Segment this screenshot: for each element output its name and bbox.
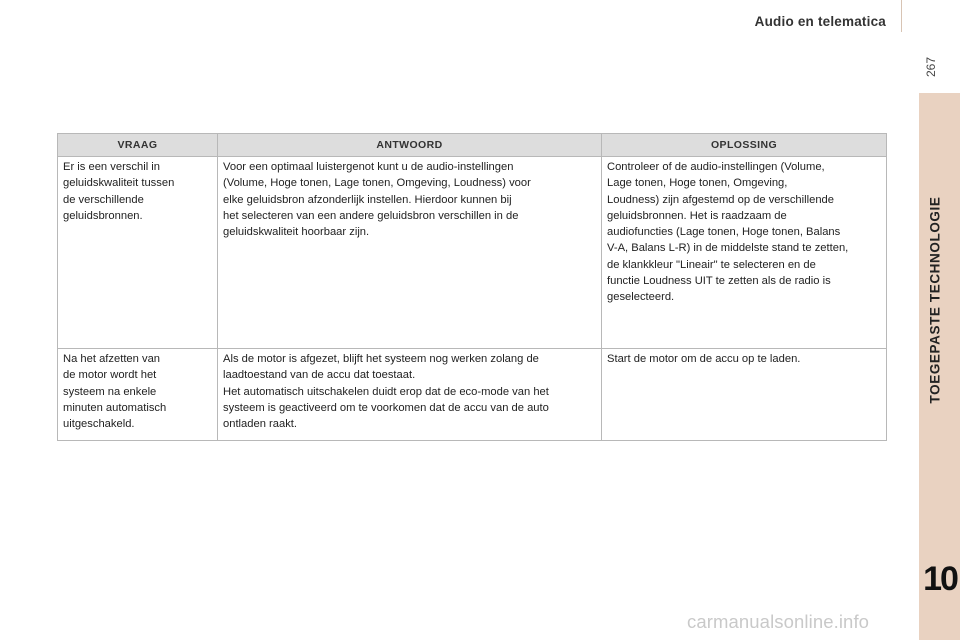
chapter-section-label: TOEGEPASTE TECHNOLOGIE bbox=[927, 196, 943, 404]
cell-line: systeem na enkele bbox=[63, 385, 157, 398]
cell-line: (Volume, Hoge tonen, Lage tonen, Omgeving, Loudness) voor bbox=[223, 177, 531, 190]
cell-line: het selecteren van een andere geluidsbron verschillen in de bbox=[223, 209, 519, 222]
cell-line: geluidskwaliteit hoorbaar zijn. bbox=[223, 226, 370, 239]
cell-line: Na het afzetten van bbox=[63, 353, 161, 365]
column-header-answer: ANTWOORD bbox=[218, 134, 602, 157]
cell-line: Controleer of de audio-instellingen (Volume, bbox=[607, 161, 825, 173]
cell-line: Voor een optimaal luistergenot kunt u de audio-instellingen bbox=[223, 161, 514, 173]
answer-cell bbox=[218, 157, 602, 349]
solution-cell bbox=[602, 349, 887, 441]
cell-line: elke geluidsbron afzonderlijk instellen. Hierdoor kunnen bij bbox=[223, 193, 512, 206]
cell-line: minuten automatisch bbox=[63, 401, 167, 414]
cell-line: de motor wordt het bbox=[63, 369, 157, 382]
answer-cell bbox=[218, 349, 602, 441]
column-header-solution: OPLOSSING bbox=[602, 134, 887, 157]
cell-line: Als de motor is afgezet, blijft het systeem nog werken zolang de bbox=[223, 353, 539, 365]
cell-line: functie Loudness UIT te zetten als de radio is bbox=[607, 275, 831, 288]
solution-cell bbox=[602, 157, 887, 349]
watermark-text: carmanualsonline.info bbox=[687, 611, 870, 632]
cell-line: laadtoestand van de accu dat toestaat. bbox=[223, 369, 416, 382]
cell-line: ontladen raakt. bbox=[223, 418, 298, 431]
question-cell bbox=[58, 349, 218, 441]
cell-line: de verschillende bbox=[63, 193, 144, 206]
table-row bbox=[58, 157, 887, 349]
cell-line: Loudness) zijn afgestemd op de verschillende bbox=[607, 193, 834, 206]
cell-line: systeem is geactiveerd om te voorkomen dat de accu van de auto bbox=[223, 401, 549, 414]
cell-line: V-A, Balans L-R) in de middelste stand te zetten, bbox=[607, 242, 849, 255]
page-header-title: Audio en telematica bbox=[754, 14, 886, 29]
question-cell bbox=[58, 157, 218, 349]
cell-line: geluidsbronnen. bbox=[63, 209, 143, 222]
header-divider bbox=[901, 0, 902, 32]
page-number: 267 bbox=[924, 56, 938, 78]
cell-line: de klankkleur "Lineair" te selecteren en de bbox=[607, 258, 816, 271]
cell-line: uitgeschakeld. bbox=[63, 418, 135, 431]
cell-line: Er is een verschil in bbox=[63, 161, 160, 173]
chapter-number: 10 bbox=[923, 560, 957, 598]
cell-line: audiofuncties (Lage tonen, Hoge tonen, Balans bbox=[607, 226, 841, 239]
table-header-row bbox=[58, 134, 887, 157]
column-header-question: VRAAG bbox=[58, 134, 218, 157]
cell-line: geluidskwaliteit tussen bbox=[63, 177, 175, 190]
faq-table bbox=[57, 133, 887, 441]
cell-line: Het automatisch uitschakelen duidt erop dat de eco-mode van het bbox=[223, 385, 549, 398]
cell-line: geselecteerd. bbox=[607, 291, 675, 304]
table-row bbox=[58, 349, 887, 441]
cell-line: Lage tonen, Hoge tonen, Omgeving, bbox=[607, 177, 788, 190]
cell-line: geluidsbronnen. Het is raadzaam de bbox=[607, 209, 787, 222]
cell-line: Start de motor om de accu op te laden. bbox=[607, 353, 801, 365]
